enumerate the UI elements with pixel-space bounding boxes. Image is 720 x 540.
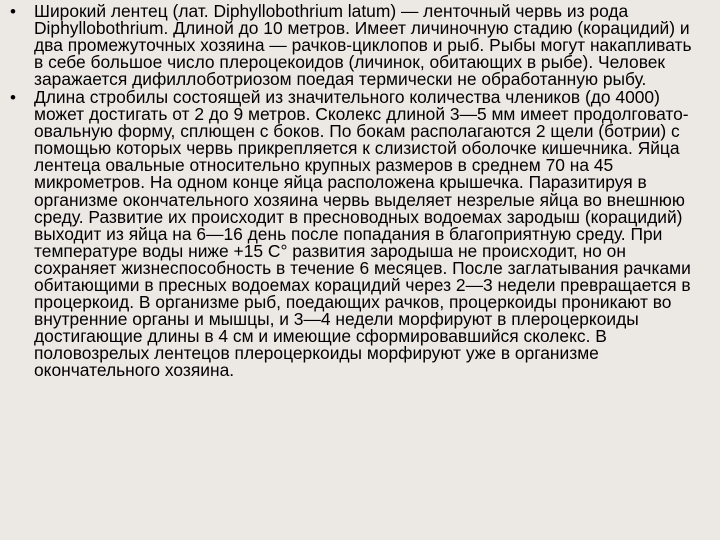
bullet-item bbox=[0, 3, 720, 88]
paragraph-text: Длина стробилы состоящей из значительного количества члеников (до 4000) может достигать от 2 до 9 метров. Сколекс длиной 3—5 мм имеет продолговато-овальную форму, сплющен с боков. По бокам располагаются 2 щели (ботрии) с помощью которых червь прикрепляется к слизистой оболочке кишечника. Яйца лентеца овальные относительно крупных размеров в среднем 70 на 45 микрометров. На одном конце яйца расположена крышечка. Паразитируя в организме окончательного хозяина червь выделяет незрелые яйца во внешнюю среду. Развитие их происходит в пресноводных водоемах зародыш (корацидий) выходит из яйца на 6—16 день после попадания в благоприятную среду. При температуре воды ниже +15 С° развития зародыша не происходит, но он сохраняет жизнеспособность в течение 6 месяцев. После заглатывания рачками обитающими в пресных водоемах корацидий через 2—3 недели превращается в процеркоид. В организме рыб, поедающих рачков, процеркоиды проникают во внутренние органы и мышцы, и 3—4 недели морфируют в плероцеркоиды достигающие длины в 4 см и имеющие сформировавшийся сколекс. В половозрелых лентецов плероцеркоиды морфируют уже в организме окончательного хозяина. bbox=[34, 87, 691, 380]
bullet-item bbox=[0, 89, 720, 379]
paragraph-text: Широкий лентец (лат. Diphyllobothrium latum) — ленточный червь из рода Diphyllobothrium. Длиной до 10 метров. Имеет личиночную стадию (корацидий) и два промежуточных хозяина — рачков-циклопов и рыб. Рыбы могут накапливать в себе большое число плероцекоидов (личинок, обитающих в рыбе). Человек заражается дифиллоботриозом поедая термически не обработанную рыбу. bbox=[34, 1, 692, 90]
bullet-marker: • bbox=[10, 2, 16, 21]
bullet-marker: • bbox=[10, 88, 16, 108]
